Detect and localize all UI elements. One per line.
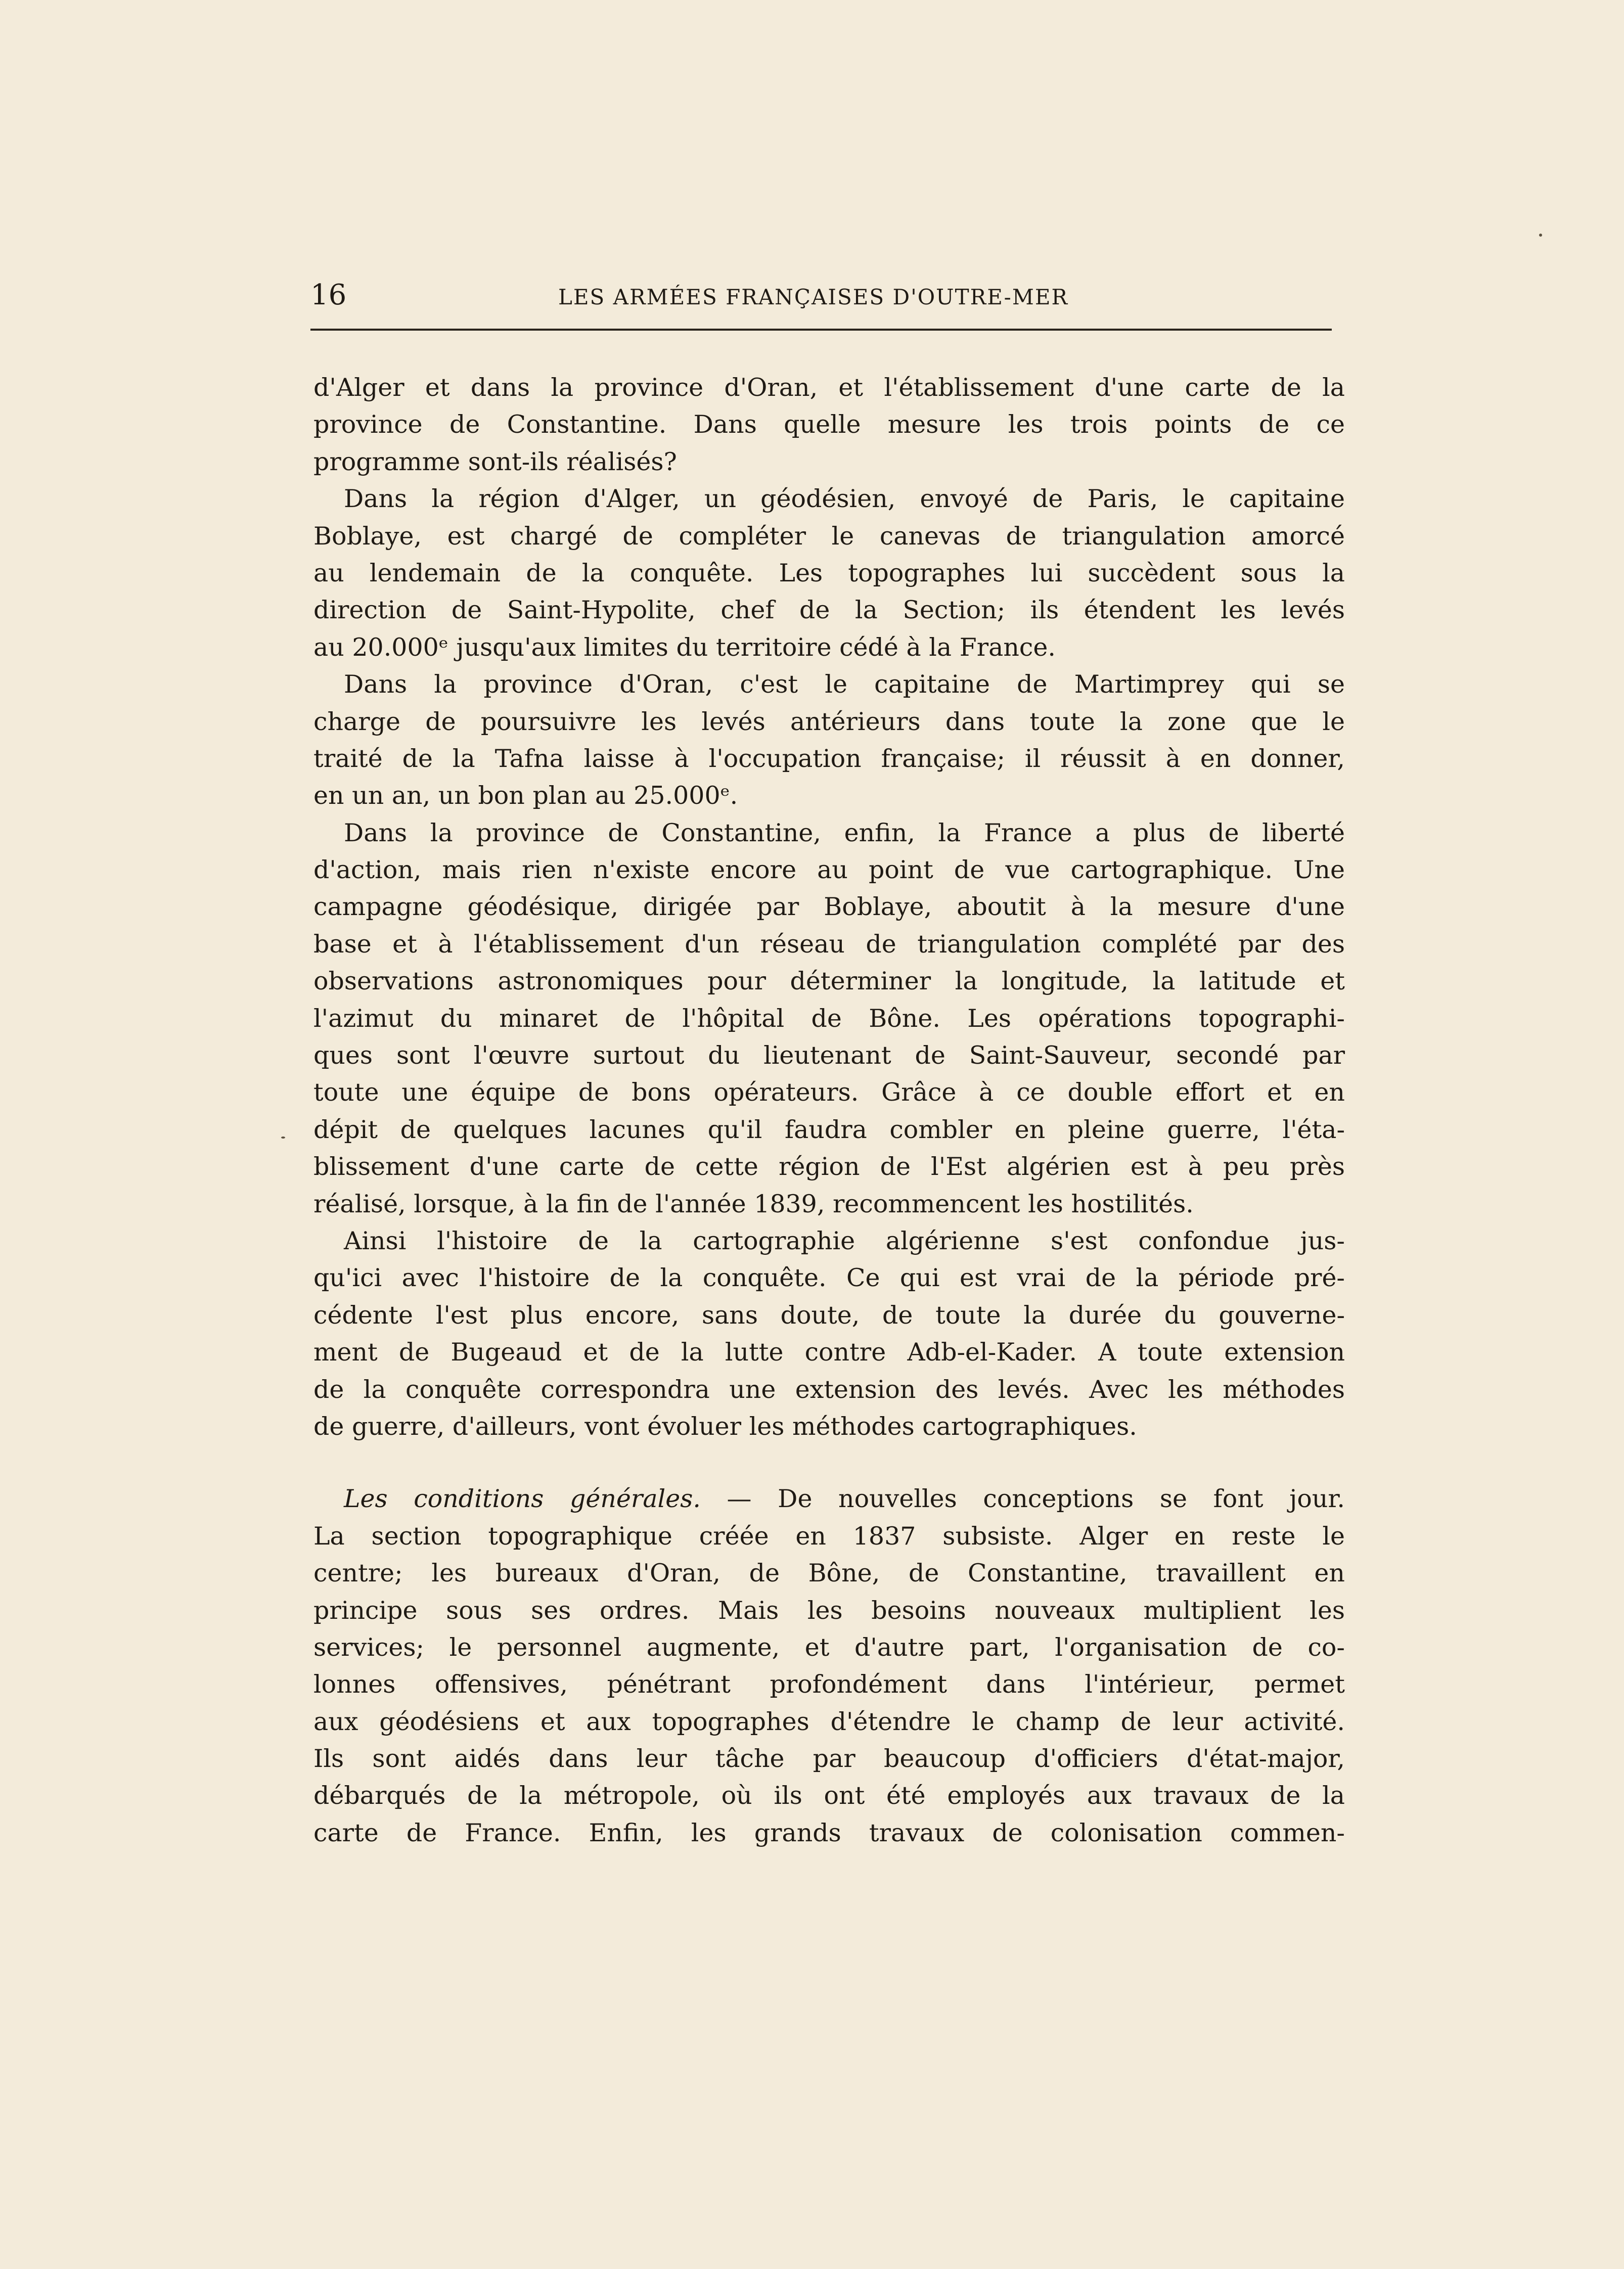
page-number: 16 (310, 279, 347, 311)
text-line: Dans la région d'Alger, un géodésien, envoyé de Paris, le capitaine (344, 484, 1345, 514)
text-line: direction de Saint-Hypolite, chef de la Section; ils étendent les levés (313, 596, 1345, 625)
text-line: observations astronomiques pour déterminer la longitude, la latitude et (313, 967, 1345, 996)
text-line: lonnes offensives, pénétrant profondément dans l'intérieur, permet (313, 1670, 1345, 1699)
paragraph-1 (313, 369, 1345, 480)
text-line: de la conquête correspondra une extension des levés. Avec les méthodes (313, 1375, 1345, 1404)
text-line: La section topographique créée en 1837 subsiste. Alger en reste le (313, 1521, 1345, 1551)
text-line: campagne géodésique, dirigée par Boblaye, aboutit à la mesure d'une (313, 892, 1345, 922)
text-line: qu'ici avec l'histoire de la conquête. Ce qui est vrai de la période pré- (313, 1263, 1345, 1293)
text-line: cédente l'est plus encore, sans doute, de toute la durée du gouverne- (313, 1300, 1345, 1330)
section-first-line (313, 1480, 1345, 1517)
paragraph-3 (313, 666, 1345, 814)
header-rule (310, 329, 1332, 331)
text-line: Boblaye, est chargé de compléter le canevas de triangulation amorcé (313, 521, 1345, 551)
text-line: ques sont l'œuvre surtout du lieutenant de Saint-Sauveur, secondé par (313, 1041, 1345, 1070)
text-line: d'action, mais rien n'existe encore au point de vue cartographique. Une (313, 855, 1345, 885)
text-line: Dans la province de Constantine, enfin, la France a plus de liberté (344, 818, 1345, 847)
text-line: aux géodésiens et aux topographes d'étendre le champ de leur activité. (313, 1707, 1345, 1736)
paper-speck (1539, 234, 1542, 237)
text-line: base et à l'établissement d'un réseau de triangulation complété par des (313, 929, 1345, 959)
text-line: ment de Bugeaud et de la lutte contre Adb-el-Kader. A toute extension (313, 1338, 1345, 1367)
text-line: Dans la province d'Oran, c'est le capitaine de Martimprey qui se (344, 670, 1345, 699)
text-line: centre; les bureaux d'Oran, de Bône, de Constantine, travaillent en (313, 1559, 1345, 1588)
paper-speck (281, 1137, 285, 1139)
section-gap (313, 1445, 1345, 1480)
text-line: dépit de quelques lacunes qu'il faudra combler en pleine guerre, l'éta- (313, 1115, 1345, 1144)
text-line: carte de France. Enfin, les grands travaux de colonisation commen- (313, 1818, 1345, 1847)
running-title: LES ARMÉES FRANÇAISES D'OUTRE-MER (558, 285, 1069, 309)
body-text (313, 369, 1345, 1851)
text-line: province de Constantine. Dans quelle mesure les trois points de ce (313, 410, 1345, 439)
section-title: Les conditions générales. (344, 1484, 701, 1514)
section-first-line-text: — De nouvelles conceptions se font jour. (700, 1484, 1345, 1514)
text-line: blissement d'une carte de cette région de l'Est algérien est à peu près (313, 1152, 1345, 1182)
running-head (310, 277, 1332, 317)
section-conditions-generales (313, 1480, 1345, 1851)
text-line: d'Alger et dans la province d'Oran, et l'établissement d'une carte de la (313, 373, 1345, 402)
text-line: débarqués de la métropole, où ils ont été employés aux travaux de la (313, 1781, 1345, 1810)
text-line: services; le personnel augmente, et d'autre part, l'organisation de co- (313, 1632, 1345, 1662)
text-line: réalisé, lorsque, à la fin de l'année 1839, recommencent les hostilités. (313, 1189, 1194, 1218)
text-line: de guerre, d'ailleurs, vont évoluer les méthodes cartographiques. (313, 1412, 1137, 1441)
text-line: au lendemain de la conquête. Les topographes lui succèdent sous la (313, 558, 1345, 587)
text-line: en un an, un bon plan au 25.000ᵉ. (313, 781, 738, 810)
text-line: principe sous ses ordres. Mais les besoins nouveaux multiplient les (313, 1596, 1345, 1625)
paragraph-2 (313, 480, 1345, 666)
text-line: charge de poursuivre les levés antérieurs dans toute la zone que le (313, 707, 1345, 736)
text-line: l'azimut du minaret de l'hôpital de Bône. Les opérations topographi- (313, 1004, 1345, 1033)
text-line: au 20.000ᵉ jusqu'aux limites du territoire cédé à la France. (313, 632, 1056, 662)
text-line: programme sont-ils réalisés? (313, 447, 677, 476)
text-line: toute une équipe de bons opérateurs. Grâce à ce double effort et en (313, 1078, 1345, 1107)
text-line: traité de la Tafna laisse à l'occupation française; il réussit à en donner, (313, 744, 1345, 773)
text-line: Ils sont aidés dans leur tâche par beaucoup d'officiers d'état-major, (313, 1744, 1345, 1774)
paragraph-4 (313, 814, 1345, 1222)
paragraph-5 (313, 1222, 1345, 1445)
text-line: Ainsi l'histoire de la cartographie algérienne s'est confondue jus- (344, 1226, 1345, 1255)
